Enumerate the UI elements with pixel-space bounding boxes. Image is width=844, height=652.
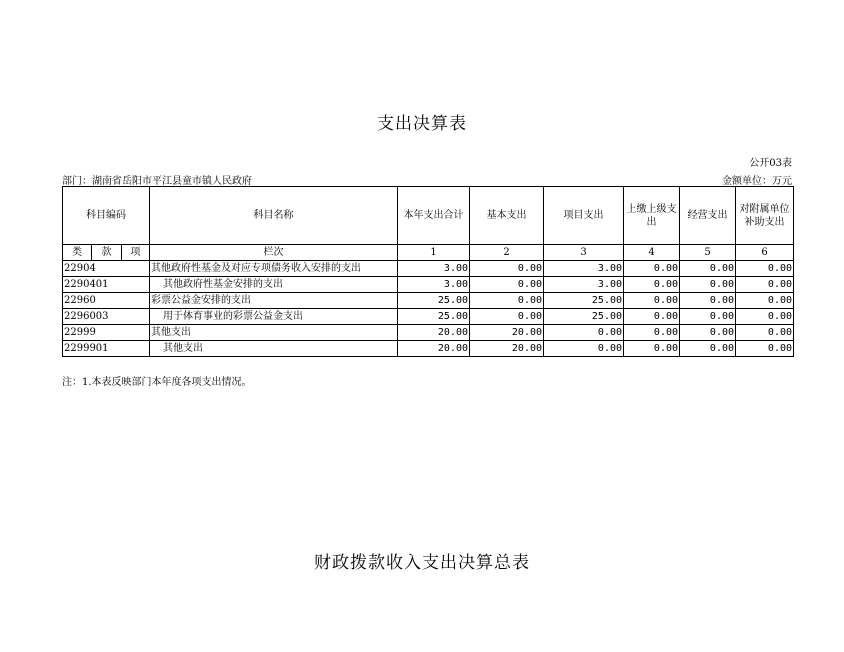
- sub-header-xiang: 项: [122, 245, 150, 261]
- cell-subsidy: 0.00: [736, 325, 794, 341]
- row-name-text: 其他支出: [163, 343, 204, 354]
- cell-total: 3.00: [398, 277, 470, 293]
- sub-header-col3: 3: [544, 245, 624, 261]
- cell-upper: 0.00: [624, 277, 680, 293]
- cell-subsidy: 0.00: [736, 293, 794, 309]
- cell-basic: 0.00: [470, 293, 544, 309]
- table-row: [63, 277, 794, 293]
- table-row: [63, 341, 794, 357]
- header-row: [63, 187, 794, 245]
- row-name-text: 其他支出: [151, 327, 192, 338]
- cell-total: 25.00: [398, 293, 470, 309]
- row-name-text: 其他政府性基金安排的支出: [163, 279, 284, 290]
- cell-business: 0.00: [680, 293, 736, 309]
- cell-business: 0.00: [680, 261, 736, 277]
- table-row: [63, 261, 794, 277]
- row-name-text: 其他政府性基金及对应专项债务收入安排的支出: [151, 263, 362, 274]
- header-upper: 上缴上级支出: [624, 187, 680, 245]
- header-business: 经营支出: [680, 187, 736, 245]
- cell-subsidy: 0.00: [736, 261, 794, 277]
- cell-project: 3.00: [544, 277, 624, 293]
- cell-basic: 0.00: [470, 277, 544, 293]
- header-name: 科目名称: [150, 187, 398, 245]
- row-name: [150, 325, 398, 341]
- cell-business: 0.00: [680, 309, 736, 325]
- unit-label: 金额单位：万元: [722, 176, 792, 187]
- table-row: [63, 293, 794, 309]
- row-code: 22999: [63, 325, 150, 341]
- cell-project: 25.00: [544, 309, 624, 325]
- cell-upper: 0.00: [624, 261, 680, 277]
- row-code: 22904: [63, 261, 150, 277]
- header-subsidy: 对附属单位补助支出: [736, 187, 794, 245]
- cell-total: 3.00: [398, 261, 470, 277]
- sub-header-col4: 4: [624, 245, 680, 261]
- cell-basic: 20.00: [470, 325, 544, 341]
- row-name: [150, 277, 398, 293]
- cell-project: 3.00: [544, 261, 624, 277]
- sub-header-col5: 5: [680, 245, 736, 261]
- next-section-title: 财政拨款收入支出决算总表: [314, 553, 530, 573]
- header-code: 科目编码: [63, 187, 150, 245]
- cell-upper: 0.00: [624, 325, 680, 341]
- cell-project: 0.00: [544, 325, 624, 341]
- department-label: 部门：湖南省岳阳市平江县童市镇人民政府: [62, 176, 252, 187]
- sub-header-lei: 类: [63, 245, 92, 261]
- row-name: [150, 261, 398, 277]
- cell-upper: 0.00: [624, 341, 680, 357]
- header-total: 本年支出合计: [398, 187, 470, 245]
- header-project: 项目支出: [544, 187, 624, 245]
- row-name-text: 用于体育事业的彩票公益金支出: [163, 311, 304, 322]
- cell-business: 0.00: [680, 325, 736, 341]
- sub-header-col6: 6: [736, 245, 794, 261]
- table-note: 注：1.本表反映部门本年度各项支出情况。: [62, 377, 252, 388]
- row-name: [150, 293, 398, 309]
- row-name: [150, 341, 398, 357]
- cell-subsidy: 0.00: [736, 309, 794, 325]
- cell-basic: 20.00: [470, 341, 544, 357]
- cell-total: 25.00: [398, 309, 470, 325]
- sub-header-kuan: 款: [92, 245, 122, 261]
- cell-business: 0.00: [680, 277, 736, 293]
- header-basic: 基本支出: [470, 187, 544, 245]
- sub-header-col1: 1: [398, 245, 470, 261]
- cell-project: 0.00: [544, 341, 624, 357]
- expenditure-table: [62, 186, 794, 357]
- row-name: [150, 309, 398, 325]
- cell-total: 20.00: [398, 325, 470, 341]
- page-title: 支出决算表: [377, 114, 467, 134]
- row-code: 22960: [63, 293, 150, 309]
- form-number: 公开03表: [749, 158, 792, 169]
- table-row: [63, 325, 794, 341]
- sub-header-row: [63, 245, 794, 261]
- cell-upper: 0.00: [624, 309, 680, 325]
- cell-upper: 0.00: [624, 293, 680, 309]
- row-code: 2299901: [63, 341, 150, 357]
- row-name-text: 彩票公益金安排的支出: [151, 295, 252, 306]
- cell-subsidy: 0.00: [736, 277, 794, 293]
- cell-business: 0.00: [680, 341, 736, 357]
- sub-header-col2: 2: [470, 245, 544, 261]
- cell-project: 25.00: [544, 293, 624, 309]
- cell-subsidy: 0.00: [736, 341, 794, 357]
- sub-header-lanci: 栏次: [150, 245, 398, 261]
- cell-basic: 0.00: [470, 261, 544, 277]
- cell-basic: 0.00: [470, 309, 544, 325]
- row-code: 2290401: [63, 277, 150, 293]
- row-code: 2296003: [63, 309, 150, 325]
- table-row: [63, 309, 794, 325]
- cell-total: 20.00: [398, 341, 470, 357]
